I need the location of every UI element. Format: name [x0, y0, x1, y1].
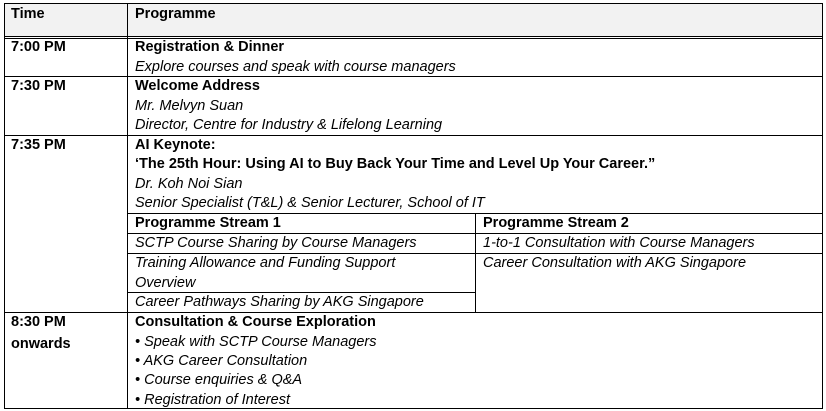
row-time: 8:30 PM — [11, 314, 66, 330]
row-time: 7:35 PM — [11, 137, 66, 153]
row-title: AI Keynote: — [135, 137, 216, 153]
speaker-role: Senior Specialist (T&L) & Senior Lecturer, School of IT — [135, 195, 485, 211]
border-left — [4, 3, 5, 409]
speaker-name: Mr. Melvyn Suan — [135, 98, 244, 114]
header-programme: Programme — [135, 6, 216, 22]
row-title: Registration & Dinner — [135, 39, 285, 55]
stream1-item: Training Allowance and Funding Support — [135, 255, 396, 271]
stream2-item: 1-to-1 Consultation with Course Managers — [483, 235, 755, 251]
row-time: 7:30 PM — [11, 78, 66, 94]
stream2-heading: Programme Stream 2 — [483, 215, 629, 231]
header-time: Time — [11, 6, 45, 22]
border-right — [822, 3, 823, 409]
stream1-heading: Programme Stream 1 — [135, 215, 281, 231]
stream1-item-continued: Overview — [135, 275, 196, 291]
bullet-item: • AKG Career Consultation — [135, 353, 308, 369]
speaker-role: Director, Centre for Industry & Lifelong Learning — [135, 117, 443, 133]
bullet-item: • Registration of Interest — [135, 392, 290, 408]
stream1-item: SCTP Course Sharing by Course Managers — [135, 235, 417, 251]
stream1-item: Career Pathways Sharing by AKG Singapore — [135, 294, 424, 310]
column-divider — [127, 3, 128, 409]
keynote-talk-title: ‘The 25th Hour: Using AI to Buy Back Your Time and Level Up Your Career.” — [135, 156, 656, 172]
row-detail: Explore courses and speak with course managers — [135, 59, 456, 75]
row-title: Consultation & Course Exploration — [135, 314, 376, 330]
row-time: 7:00 PM — [11, 39, 66, 55]
row-title: Welcome Address — [135, 78, 260, 94]
row-time-suffix: onwards — [11, 336, 71, 352]
bullet-item: • Course enquiries & Q&A — [135, 372, 303, 388]
stream-column-divider — [475, 213, 476, 313]
bullet-item: • Speak with SCTP Course Managers — [135, 334, 377, 350]
stream2-item: Career Consultation with AKG Singapore — [483, 255, 747, 271]
speaker-name: Dr. Koh Noi Sian — [135, 176, 243, 192]
